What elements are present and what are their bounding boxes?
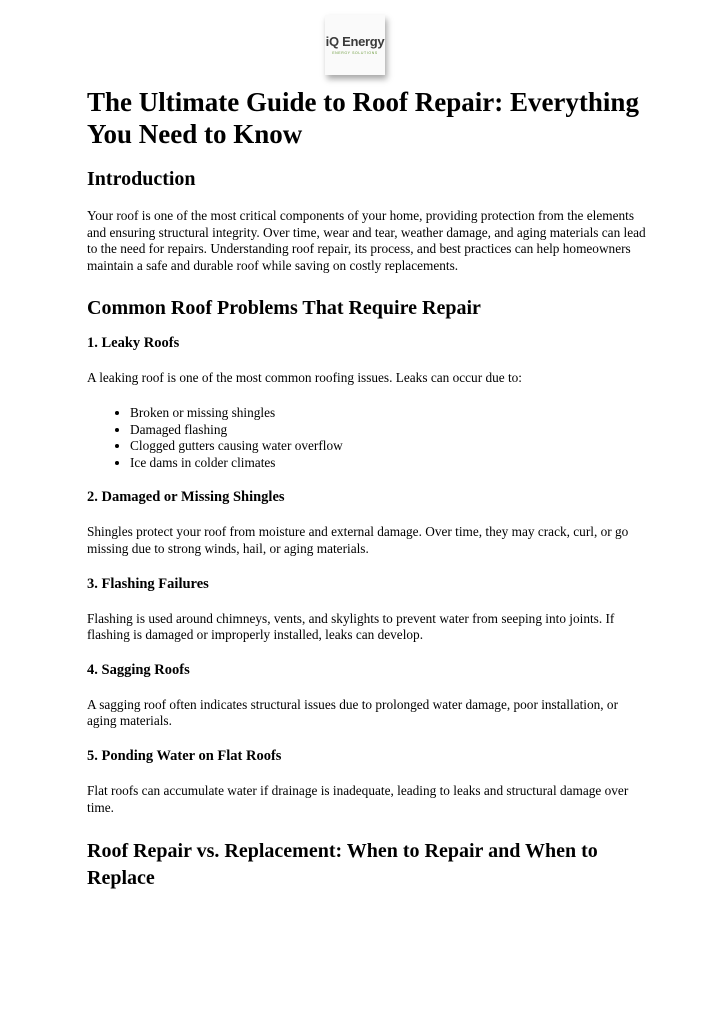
document-title: The Ultimate Guide to Roof Repair: Everything You Need to Know [87, 87, 639, 149]
list-item: • Damaged flashing [130, 422, 647, 439]
list-item: • Clogged gutters causing water overflow [130, 438, 647, 455]
list-item: • Ice dams in colder climates [130, 455, 647, 472]
leak-causes-list [87, 405, 647, 471]
document-content [87, 86, 647, 892]
common-problems-heading: Common Roof Problems That Require Repair [87, 297, 481, 320]
leaky-roofs-heading: 1. Leaky Roofs [87, 335, 180, 352]
sagging-paragraph: A sagging roof often indicates structural issues due to prolonged water damage, poor installation, or aging materials. [87, 696, 619, 729]
intro-heading: Introduction [87, 168, 196, 190]
leaky-roofs-paragraph: A leaking roof is one of the most common roofing issues. Leaks can occur due to: [87, 370, 523, 386]
repair-vs-replacement-heading: Roof Repair vs. Replacement: When to Repair and When to Replace [87, 840, 598, 890]
logo-main-text: iQ Energy [325, 34, 385, 49]
flashing-heading: 3. Flashing Failures [87, 575, 209, 592]
shingles-paragraph: Shingles protect your roof from moisture and external damage. Over time, they may crack, curl, or go missing due to strong winds, hail, or aging materials. [87, 524, 629, 556]
flashing-paragraph: Flashing is used around chimneys, vents, and skylights to prevent water from seeping into joints. If flashing is damaged or improperly installed, leaks can develop. [87, 610, 615, 643]
sagging-heading: 4. Sagging Roofs [87, 661, 190, 678]
ponding-heading: 5. Ponding Water on Flat Roofs [87, 747, 282, 764]
list-item: • Broken or missing shingles [130, 405, 647, 422]
shingles-heading: 2. Damaged or Missing Shingles [87, 489, 285, 506]
intro-paragraph: Your roof is one of the most critical components of your home, providing protection from the elements and ensuring structural integrity. Over time, wear and tear, weather damage, and aging materials can lead to the need for repairs. Understanding roof repair, its process, and best practices can help homeowners maintain a safe and durable roof while saving on costly replacements. [87, 208, 646, 273]
ponding-paragraph: Flat roofs can accumulate water if drainage is inadequate, leading to leaks and structural damage over time. [87, 782, 629, 815]
logo-sub-text: ENERGY SOLUTIONS [332, 51, 378, 55]
company-logo [325, 15, 385, 75]
